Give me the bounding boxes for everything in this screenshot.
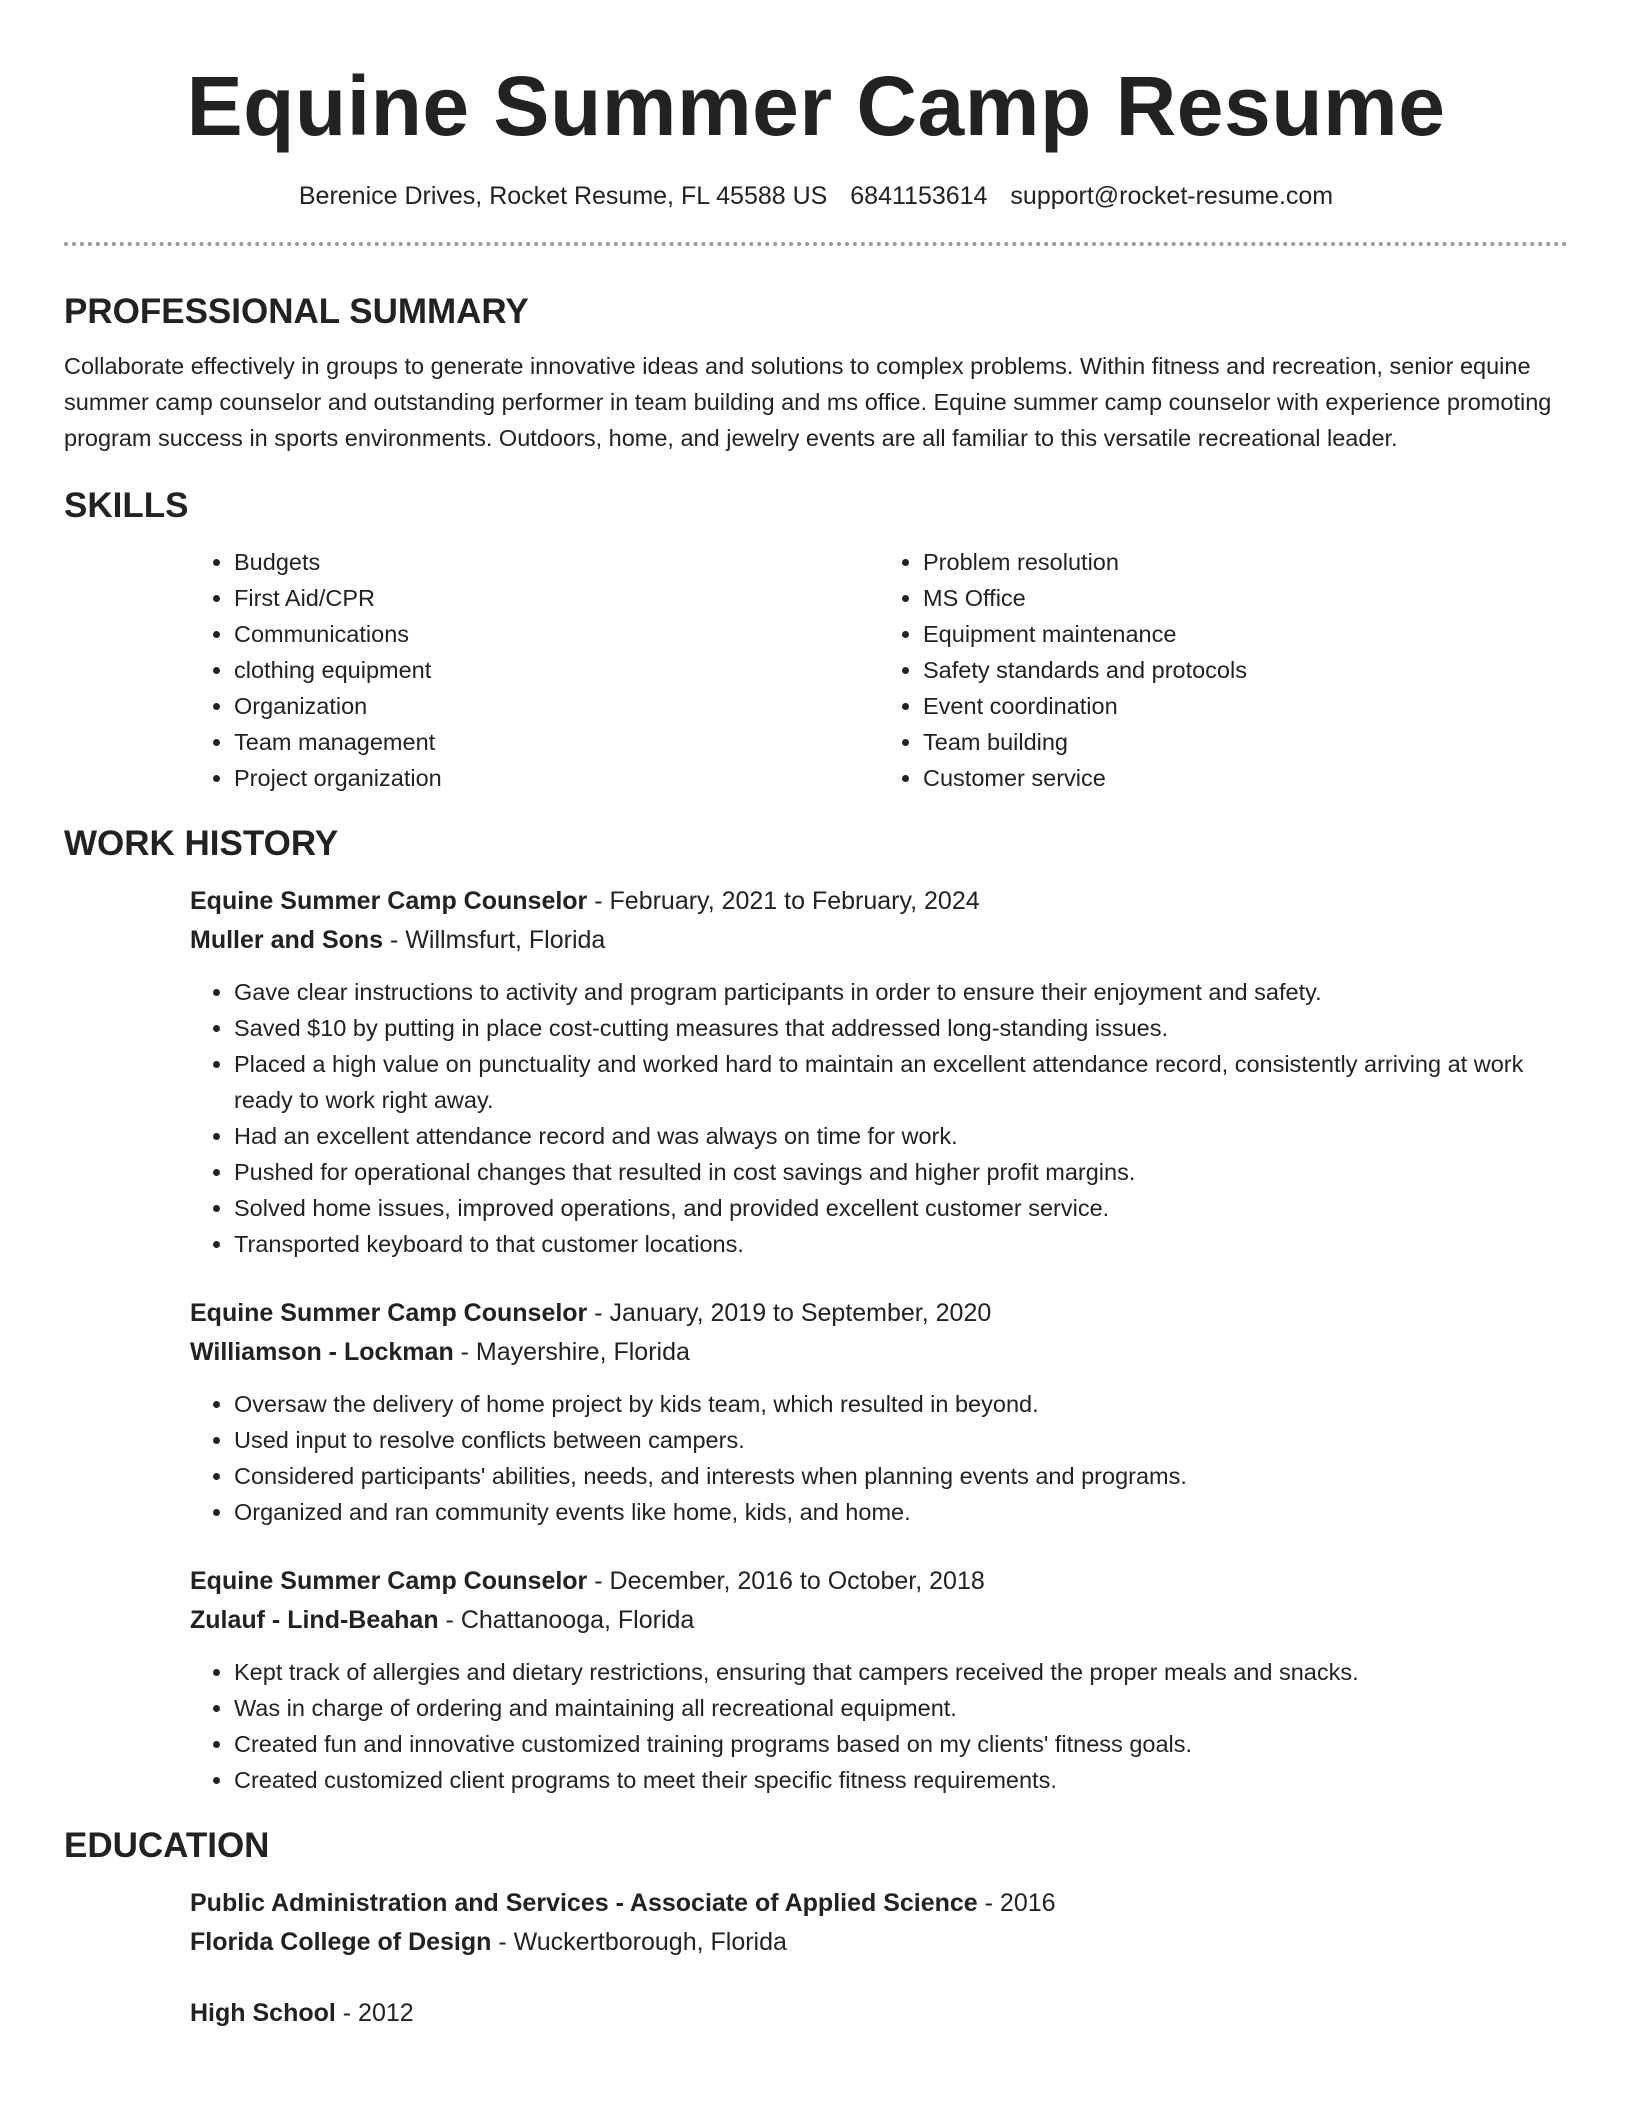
job-bullet: • Organized and ran community events like home, kids, and home. <box>234 1494 1568 1530</box>
education-degree: High School <box>190 1999 336 2027</box>
skill-item: • clothing equipment <box>234 652 879 688</box>
skill-item: • Budgets <box>234 544 879 580</box>
skill-item: • MS Office <box>923 580 1568 616</box>
job-bullet: • Kept track of allergies and dietary restrictions, ensuring that campers received the proper meals and snacks. <box>234 1654 1568 1690</box>
job-company: Muller and Sons <box>190 926 384 954</box>
contact-phone: 6841153614 <box>850 182 988 210</box>
job-bullet: • Created fun and innovative customized training programs based on my clients' fitness goals. <box>234 1726 1568 1762</box>
job-bullet: • Pushed for operational changes that resulted in cost savings and higher profit margins. <box>234 1154 1568 1190</box>
job-entry <box>190 882 1568 1262</box>
job-company: Williamson - Lockman <box>190 1338 454 1366</box>
education-entry <box>190 1994 1568 2033</box>
skills-column-right <box>879 544 1568 796</box>
skill-item: • Communications <box>234 616 879 652</box>
job-entry <box>190 1562 1568 1798</box>
job-company: Zulauf - Lind-Beahan <box>190 1606 439 1634</box>
education-school-line <box>190 1923 1568 1962</box>
job-bullet: • Gave clear instructions to activity and program participants in order to ensure their enjoyment and safety. <box>234 974 1568 1010</box>
job-bullet: • Created customized client programs to meet their specific fitness requirements. <box>234 1762 1568 1798</box>
job-dates: - December, 2016 to October, 2018 <box>587 1567 985 1595</box>
skills-heading: SKILLS <box>64 486 189 525</box>
job-bullet: • Placed a high value on punctuality and worked hard to maintain an excellent attendance record, consistently arriving at work ready to work right away. <box>234 1046 1568 1118</box>
job-location: - Chattanooga, Florida <box>438 1606 695 1634</box>
job-bullet: • Used input to resolve conflicts between campers. <box>234 1422 1568 1458</box>
job-title-line <box>190 882 1568 921</box>
skill-item: • First Aid/CPR <box>234 580 879 616</box>
education-entry <box>190 1884 1568 1962</box>
job-entry <box>190 1294 1568 1530</box>
job-title-line <box>190 1294 1568 1333</box>
job-bullet: • Considered participants' abilities, needs, and interests when planning events and programs. <box>234 1458 1568 1494</box>
job-bullet: • Was in charge of ordering and maintaining all recreational equipment. <box>234 1690 1568 1726</box>
header-divider <box>64 242 1568 246</box>
education-degree: Public Administration and Services - Associate of Applied Science <box>190 1889 978 1917</box>
skill-item: • Team management <box>234 724 879 760</box>
job-title: Equine Summer Camp Counselor <box>190 1567 588 1595</box>
job-location: - Mayershire, Florida <box>453 1338 690 1366</box>
education-year: - 2016 <box>977 1889 1056 1917</box>
skill-item: • Safety standards and protocols <box>923 652 1568 688</box>
job-company-line <box>190 1601 1568 1640</box>
work-heading: WORK HISTORY <box>64 824 339 863</box>
job-dates: - February, 2021 to February, 2024 <box>587 887 980 915</box>
contact-address: Berenice Drives, Rocket Resume, FL 45588 US <box>298 182 828 210</box>
skills-list <box>190 544 1568 796</box>
job-bullets <box>190 1386 1568 1530</box>
job-bullet: • Had an excellent attendance record and was always on time for work. <box>234 1118 1568 1154</box>
skills-column-left <box>190 544 879 796</box>
education-heading: EDUCATION <box>64 1826 270 1865</box>
education-location: - Wuckertborough, Florida <box>491 1928 787 1956</box>
contact-email: support@rocket-resume.com <box>1010 182 1334 210</box>
job-bullet: • Solved home issues, improved operations, and provided excellent customer service. <box>234 1190 1568 1226</box>
resume-title: Equine Summer Camp Resume <box>186 59 1446 153</box>
skill-item: • Team building <box>923 724 1568 760</box>
job-title: Equine Summer Camp Counselor <box>190 1299 588 1327</box>
skill-item: • Problem resolution <box>923 544 1568 580</box>
job-dates: - January, 2019 to September, 2020 <box>587 1299 992 1327</box>
job-location: - Willmsfurt, Florida <box>383 926 606 954</box>
skill-item: • Project organization <box>234 760 879 796</box>
summary-heading: PROFESSIONAL SUMMARY <box>64 292 529 331</box>
job-bullets <box>190 974 1568 1262</box>
skill-item: • Customer service <box>923 760 1568 796</box>
job-bullet: • Oversaw the delivery of home project by kids team, which resulted in beyond. <box>234 1386 1568 1422</box>
skill-item: • Equipment maintenance <box>923 616 1568 652</box>
job-bullet: • Transported keyboard to that customer locations. <box>234 1226 1568 1262</box>
job-company-line <box>190 921 1568 960</box>
education-year: - 2012 <box>335 1999 414 2027</box>
job-bullet: • Saved $10 by putting in place cost-cutting measures that addressed long-standing issues. <box>234 1010 1568 1046</box>
education-school: Florida College of Design <box>190 1928 492 1956</box>
skill-item: • Organization <box>234 688 879 724</box>
summary-text: Collaborate effectively in groups to generate innovative ideas and solutions to complex problems. Within fitness and recreation, senior equine summer camp counselor and outstanding performer in team building and ms office. Equine summer camp counselor with experience promoting program success in sports environments. Outdoors, home, and jewelry events are all familiar to this versatile recreational leader. <box>64 353 1552 451</box>
education-degree-line <box>190 1884 1568 1923</box>
skill-item: • Event coordination <box>923 688 1568 724</box>
job-company-line <box>190 1333 1568 1372</box>
job-title: Equine Summer Camp Counselor <box>190 887 588 915</box>
job-title-line <box>190 1562 1568 1601</box>
job-bullets <box>190 1654 1568 1798</box>
contact-line <box>64 182 1568 211</box>
education-degree-line <box>190 1994 1568 2033</box>
